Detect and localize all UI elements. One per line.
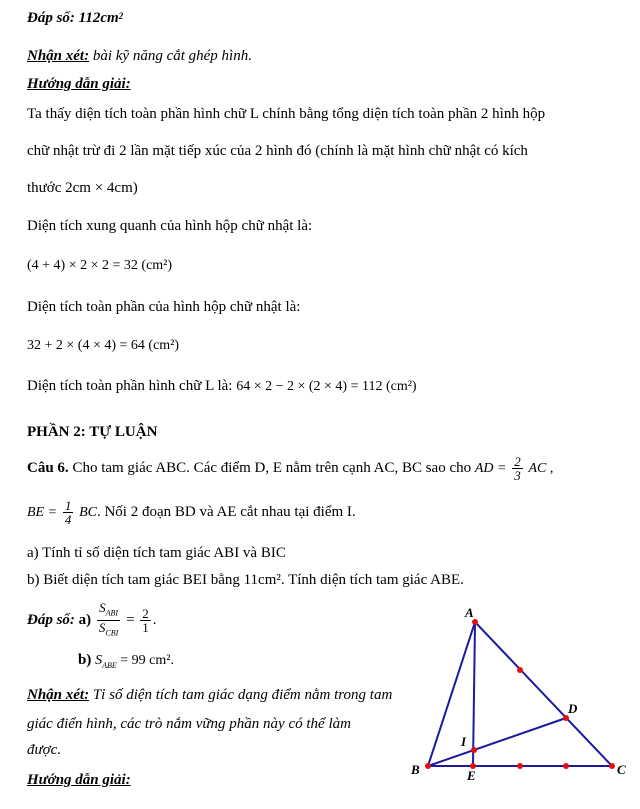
- paragraph-line-3: thước 2cm × 4cm): [27, 180, 138, 196]
- label-b: B: [411, 762, 420, 777]
- remark2-line1: Tỉ số diện tích tam giác dạng điểm nằm trong tam: [89, 687, 393, 703]
- remark2-line2: giác điển hình, các trò nắm vững phần này có thể làm: [27, 716, 351, 732]
- point-c: [609, 763, 615, 769]
- step2-text: Diện tích toàn phần của hình hộp chữ nhật là:: [27, 299, 301, 315]
- remark-text: bài kỹ năng cắt ghép hình.: [89, 48, 252, 64]
- segment-ab: [428, 622, 475, 766]
- remark-line-2: [27, 685, 392, 705]
- answer-line-1: [27, 8, 123, 28]
- ad-lhs: AD =: [474, 461, 507, 476]
- step1-text: Diện tích xung quanh của hình hộp chữ nhật là:: [27, 218, 313, 234]
- label-d: D: [568, 701, 578, 716]
- question-label: Câu 6.: [27, 460, 69, 476]
- label-e: E: [467, 768, 476, 783]
- question-part-a: a) Tính tỉ số diện tích tam giác ABI và BIC: [27, 545, 286, 561]
- step2-math: 32 + 2 × (4 × 4) = 64 (cm²): [27, 338, 180, 353]
- guide-label: Hướng dẫn giải:: [27, 76, 131, 92]
- be-fraction: $\frac{1}{4}$: [64, 498, 72, 528]
- ad-fraction: $\frac{2}{3}$: [514, 454, 521, 484]
- guide2-label: Hướng dẫn giải:: [27, 772, 131, 788]
- segment-ac: [475, 622, 612, 766]
- remark2-line3: được.: [27, 742, 62, 758]
- step3-text: Diện tích toàn phần hình chữ L là:: [27, 378, 237, 394]
- label-c: C: [617, 762, 626, 777]
- question-part-b: b) Biết diện tích tam giác BEI bằng 11cm². Tính diện tích tam giác ABE.: [27, 572, 464, 588]
- label-a: A: [465, 605, 474, 620]
- point-b: [425, 763, 431, 769]
- triangle-figure: [395, 600, 640, 809]
- answer-line-2a: [27, 600, 157, 640]
- guide-heading-2: [27, 770, 131, 790]
- answer-label: Đáp số:: [27, 10, 75, 26]
- ratio-fraction: $\frac{S_{ABI}}{S_{CBI}}$: [98, 600, 119, 638]
- segment-bd: [428, 718, 566, 766]
- ratio-end: .: [152, 612, 157, 628]
- area-abe-value: = 99 cm².: [116, 653, 174, 668]
- question-text-2: . Nối 2 đoạn BD và AE cắt nhau tại điểm I.: [96, 504, 356, 520]
- remark2-label: Nhận xét:: [27, 687, 90, 703]
- be-lhs: BE =: [27, 505, 58, 520]
- point-i: [471, 747, 477, 753]
- point-bc-3: [563, 763, 569, 769]
- label-i: I: [461, 734, 467, 749]
- answer-value: $112cm^2$: [78, 10, 124, 26]
- remark-line-1: [27, 46, 252, 66]
- ad-rhs: AC ,: [528, 461, 554, 476]
- segment-ae: [473, 622, 475, 766]
- ratio-result: $\frac{2}{1}$: [142, 606, 149, 636]
- question-text-1: Cho tam giác ABC. Các điểm D, E nằm trên cạnh AC, BC sao cho: [68, 460, 475, 476]
- paragraph-line-1: Ta thấy diện tích toàn phần hình chữ L chính bằng tổng diện tích toàn phần 2 hình hộp: [27, 106, 546, 122]
- point-bc-2: [517, 763, 523, 769]
- step3-math: 64 × 2 − 2 × (2 × 4) = 112 (cm²): [236, 379, 417, 394]
- question-line-1: [27, 453, 553, 484]
- answer-line-2b: [78, 650, 174, 676]
- guide-heading-1: [27, 74, 131, 94]
- point-mid-ac: [517, 667, 523, 673]
- area-abe: $S_{ABE}$: [95, 653, 117, 670]
- answer2-a-label: a): [78, 612, 92, 628]
- ratio-eq: =: [126, 612, 135, 628]
- answer2-b-label: b): [78, 652, 92, 668]
- step3-line: [27, 376, 417, 397]
- question-line-2: [27, 497, 356, 528]
- answer2-label: Đáp số:: [27, 612, 75, 628]
- paragraph-line-2: chữ nhật trừ đi 2 lần mặt tiếp xúc của 2 hình đó (chính là mặt hình chữ nhật có kích: [27, 143, 528, 159]
- section-title: PHẦN 2: TỰ LUẬN: [27, 424, 158, 440]
- be-rhs: BC: [79, 505, 97, 520]
- step1-math: (4 + 4) × 2 × 2 = 32 (cm²): [27, 258, 173, 273]
- remark-label: Nhận xét:: [27, 48, 90, 64]
